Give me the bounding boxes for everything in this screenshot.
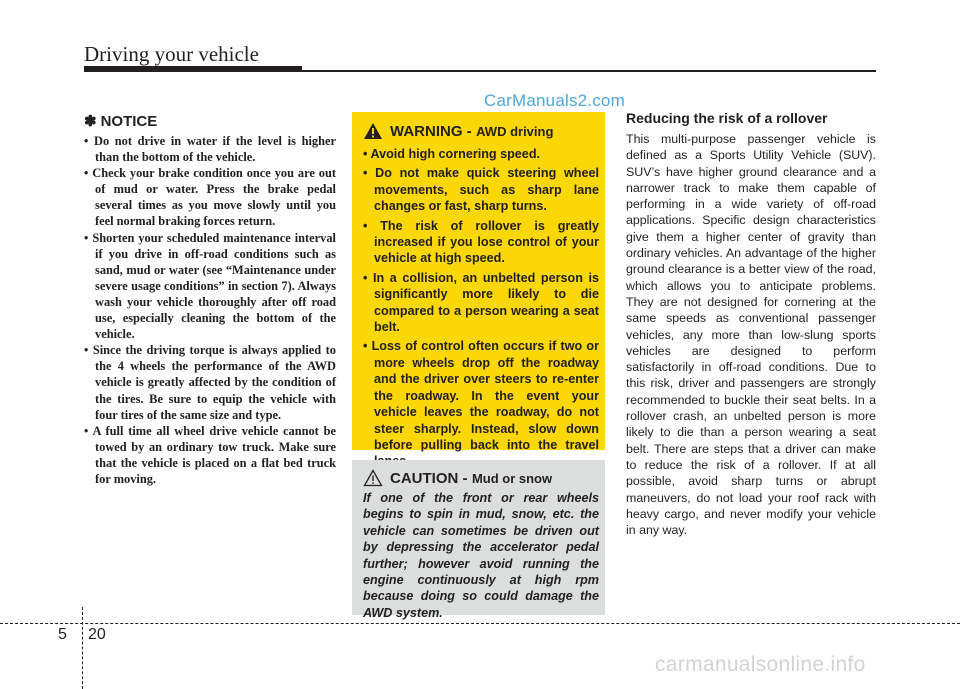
warning-label: WARNING - <box>390 122 472 140</box>
caution-heading <box>363 469 599 487</box>
warning-triangle-icon <box>363 122 383 140</box>
notice-title: NOTICE <box>100 112 158 130</box>
rollover-paragraph: This multi-purpose passenger vehicle is defined as a Sports Utility Vehicle (SUV). SUV’s have higher ground clearance and a narrower track to make them capable of performing in a wide variety of off-road applications. Specific design characteristics give them a higher center of gravity than ordinary vehicles. An advantage of the higher ground clearance is a better view of the road, which allows you to anticipate problems. They are not designed for cornering at the same speeds as conventional passenger vehicles, any more than low-slung sports vehicles are designed to perform satisfactorily in off-road conditions. Due to this risk, driver and passengers are strongly recommended to buckle their seat belts. In a rollover crash, an unbelted person is more likely to die than a person wearing a seat belt. There are steps that a driver can make to reduce the risk of a rollover. If at all possible, avoid sharp turns or abrupt maneuvers, do not load your roof rack with heavy cargo, and never modify your vehicle in any way. <box>626 132 876 538</box>
warning-box <box>352 112 605 450</box>
notice-section <box>84 112 336 487</box>
caution-triangle-icon <box>363 469 383 487</box>
caution-label: CAUTION - <box>390 469 468 487</box>
warning-heading <box>363 122 599 140</box>
warning-list <box>363 146 599 470</box>
rollover-section <box>626 110 876 538</box>
caution-box <box>352 460 605 620</box>
notice-item: • Check your brake condition once you are out of mud or water. Press the brake pedal several times as you move slowly until you feel normal braking forces return. <box>84 166 336 229</box>
notice-item: • Since the driving torque is always applied to the 4 wheels the performance of the AWD vehicle is greatly affected by the condition of the tires. Be sure to equip the vehicle with four tires of the same size and type. <box>84 343 336 422</box>
notice-item: • Shorten your scheduled maintenance interval if you drive in off-road conditions such as sand, mud or water (see “Maintenance under severe usage conditions” in section 7). Always wash your vehicle thoroughly after off road use, especially cleaning the bottom of the vehicle. <box>84 230 336 342</box>
warning-item: • Loss of control often occurs if two or more wheels drop off the roadway and the driver over steers to re-enter the roadway. In the event your vehicle leaves the roadway, do not steer sharply. Instead, slow down before pulling back into the travel <box>363 339 599 452</box>
watermark-top[interactable]: CarManuals2.com <box>484 91 625 110</box>
header-rule-thick <box>84 66 302 72</box>
notice-list <box>84 133 336 487</box>
warning-subtitle: AWD driving <box>476 123 554 139</box>
rollover-heading: Reducing the risk of a rollover <box>626 110 828 126</box>
notice-heading <box>84 112 336 130</box>
warning-item: • Do not make quick steering wheel movements, such as sharp lane changes or fast, sharp turns. <box>363 166 599 214</box>
footer-dashed-rule <box>0 623 960 624</box>
page-header-title: Driving your vehicle <box>84 42 259 66</box>
footer-vertical-rule <box>82 607 84 689</box>
notice-star-icon: ✽ <box>84 113 97 130</box>
caution-subtitle: Mud or snow <box>471 470 553 486</box>
chapter-number: 5 <box>58 626 67 643</box>
warning-item: • Avoid high cornering speed. <box>363 147 541 161</box>
notice-item: • Do not drive in water if the level is higher than the bottom of the vehicle. <box>84 134 336 165</box>
caution-text: If one of the front or rear wheels begins to spin in mud, snow, etc. the vehicle can sometimes be driven out by depressing the accelerator pedal further; however avoid running the engine continuously at high rpm because doing so could damage the AWD system. <box>363 491 599 620</box>
warning-item: • In a collision, an unbelted person is significantly more likely to die compared to a person wearing a seat belt. <box>363 270 599 335</box>
watermark-bottom[interactable]: carmanualsonline.info <box>655 653 866 676</box>
warning-item: • The risk of rollover is greatly increased if you lose control of your vehicle at high speed. <box>363 218 599 266</box>
header-rule-thin <box>302 70 876 72</box>
notice-item: • A full time all wheel drive vehicle cannot be towed by an ordinary tow truck. Make sure that the vehicle is placed on a flat bed truck for moving. <box>84 423 336 486</box>
page-number: 20 <box>88 626 106 643</box>
